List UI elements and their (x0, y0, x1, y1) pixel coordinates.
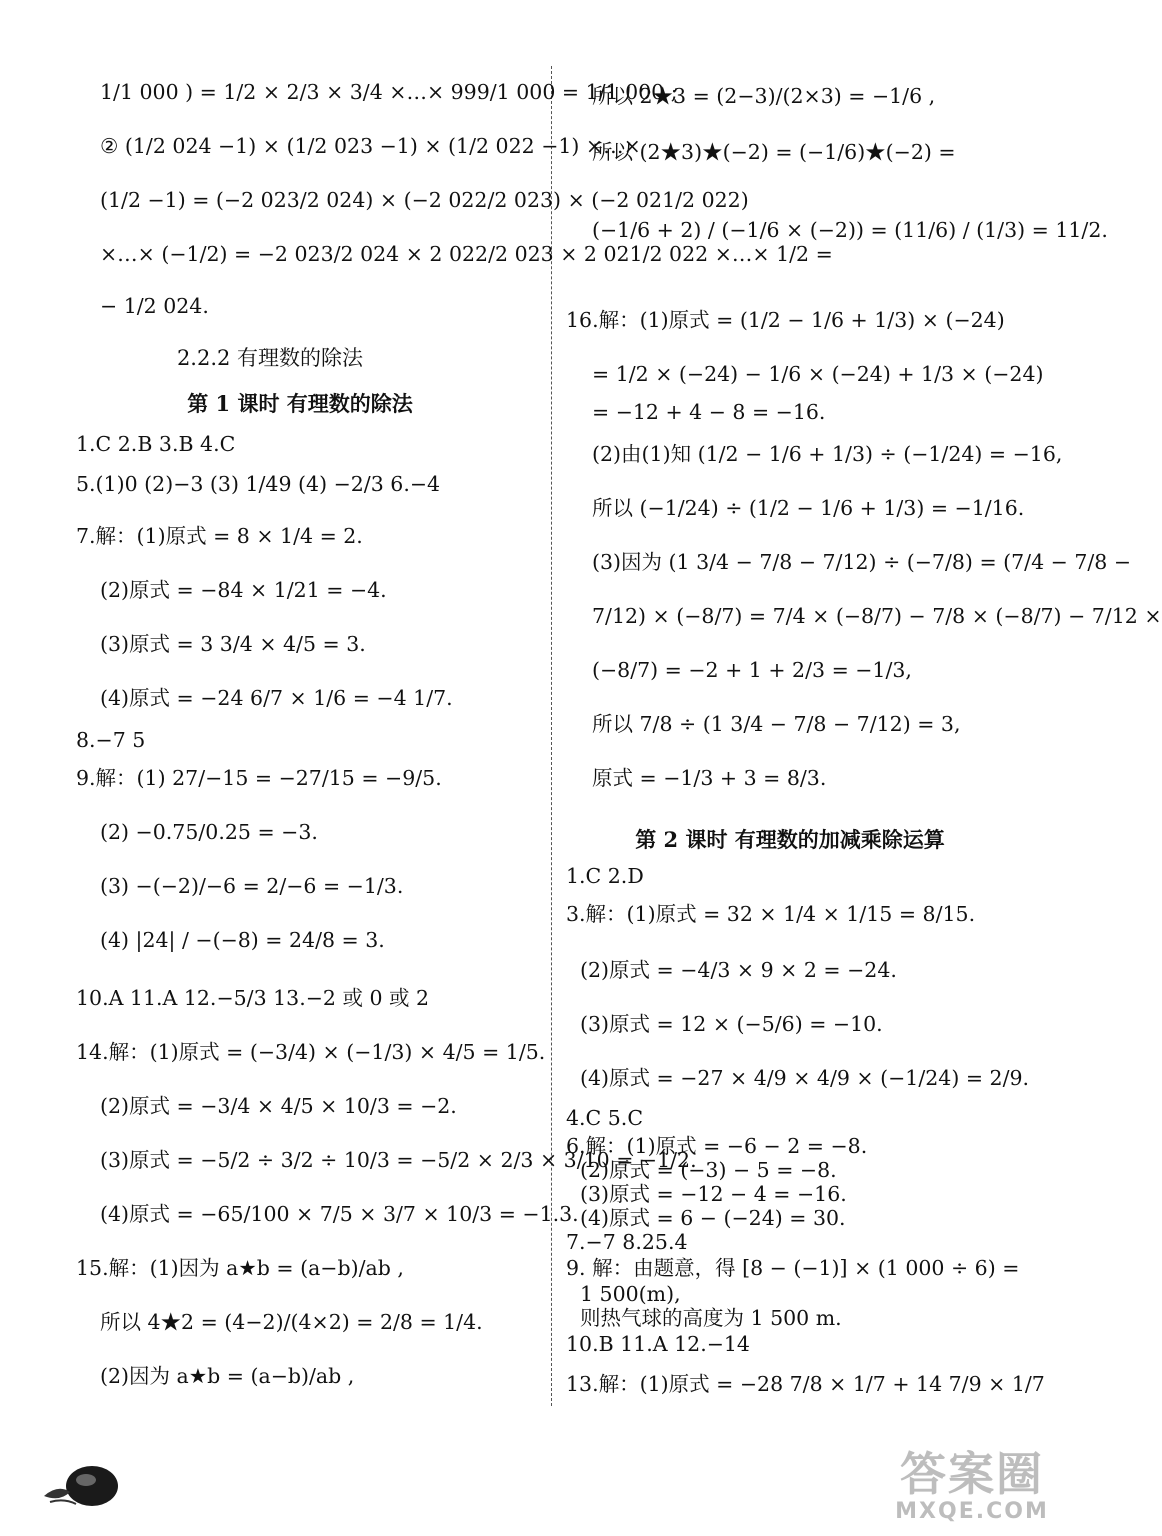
answer-line: (4) |24| / −(−8) = 24/8 = 3. (100, 928, 385, 952)
watermark-text: 答案圈 (900, 1447, 1044, 1501)
answer-line: (4)原式 = −27 × 4/9 × 4/9 × (−1/24) = 2/9. (580, 1066, 1030, 1090)
answer-line: 1/1 000 ) = 1/2 × 2/3 × 3/4 ×…× 999/1 000 = 1/1 000 ; (100, 80, 678, 104)
answer-line: (3)原式 = −5/2 ÷ 3/2 ÷ 10/3 = −5/2 × 2/3 × 3/10 = −1/2. (100, 1148, 697, 1172)
watermark-url: MXQE.COM (895, 1499, 1049, 1524)
answer-line: 14.解：(1)原式 = (−3/4) × (−1/3) × 4/5 = 1/5. (76, 1040, 546, 1064)
answer-line: 7.解：(1)原式 = 8 × 1/4 = 2. (76, 524, 363, 548)
answer-line: (2)由(1)知 (1/2 − 1/6 + 1/3) ÷ (−1/24) = −16, (592, 442, 1063, 466)
watermark (882, 1448, 1062, 1528)
section-heading: 2.2.2 有理数的除法 (176, 346, 364, 370)
answer-line: (3)原式 = 12 × (−5/6) = −10. (580, 1012, 883, 1036)
answer-line: (2) −0.75/0.25 = −3. (100, 820, 318, 844)
answer-line: − 1/2 024. (100, 294, 209, 318)
answer-line: 6.解：(1)原式 = −6 − 2 = −8. (566, 1134, 868, 1158)
answer-line: (4)原式 = 6 − (−24) = 30. (580, 1206, 846, 1230)
answer-line: 4.C 5.C (566, 1106, 644, 1130)
lesson-heading: 第 2 课时 有理数的加减乘除运算 (635, 827, 945, 852)
answer-line: 15.解：(1)因为 a★b = (a−b)/ab , (76, 1256, 404, 1280)
answer-line: (−1/6 + 2) / (−1/6 × (−2)) = (11/6) / (1/3) = 11/2. (592, 218, 1108, 242)
answer-line: 5.(1)0 (2)−3 (3) 1/49 (4) −2/3 6.−4 (76, 472, 441, 496)
answer-line: 3.解：(1)原式 = 32 × 1/4 × 1/15 = 8/15. (566, 902, 976, 926)
answer-line: 16.解：(1)原式 = (1/2 − 1/6 + 1/3) × (−24) (566, 308, 1005, 332)
answer-line: (−8/7) = −2 + 1 + 2/3 = −1/3, (592, 658, 912, 682)
answer-line: (1/2 −1) = (−2 023/2 024) × (−2 022/2 023) × (−2 021/2 022) (100, 188, 749, 212)
answer-line: 8.−7 5 (76, 728, 146, 752)
answer-line: 9. 解：由题意，得 [8 − (−1)] × (1 000 ÷ 6) = (566, 1256, 1020, 1280)
answer-line: 7/12) × (−8/7) = 7/4 × (−8/7) − 7/8 × (−8/7) − 7/12 × (592, 604, 1162, 628)
publisher-logo-icon (40, 1462, 122, 1510)
answer-line: (3) −(−2)/−6 = 2/−6 = −1/3. (100, 874, 404, 898)
answer-line: ×…× (−1/2) = −2 023/2 024 × 2 022/2 023 × 2 021/2 022 ×…× 1/2 = (100, 242, 833, 266)
answer-line: (3)原式 = −12 − 4 = −16. (580, 1182, 847, 1206)
answer-line: 10.A 11.A 12.−5/3 13.−2 或 0 或 2 (76, 986, 430, 1010)
answer-line: 所以 7/8 ÷ (1 3/4 − 7/8 − 7/12) = 3, (592, 712, 961, 736)
answer-line: 原式 = −1/3 + 3 = 8/3. (592, 766, 827, 790)
answer-line: (2)因为 a★b = (a−b)/ab , (100, 1364, 355, 1388)
answer-line: (2)原式 = −3/4 × 4/5 × 10/3 = −2. (100, 1094, 457, 1118)
answer-line: 所以 (2★3)★(−2) = (−1/6)★(−2) = (592, 140, 956, 164)
answer-line: (3)原式 = 3 3/4 × 4/5 = 3. (100, 632, 366, 656)
lesson-heading: 第 1 课时 有理数的除法 (187, 391, 413, 416)
answer-line: 所以 2★3 = (2−3)/(2×3) = −1/6 , (592, 84, 936, 108)
answer-line: 1 500(m), (580, 1282, 681, 1306)
answer-line: (2)原式 = −84 × 1/21 = −4. (100, 578, 387, 602)
answer-line: 所以 4★2 = (4−2)/(4×2) = 2/8 = 1/4. (100, 1310, 483, 1334)
answer-line: (4)原式 = −24 6/7 × 1/6 = −4 1/7. (100, 686, 453, 710)
answer-line: 7.−7 8.25.4 (566, 1230, 688, 1254)
answer-line: ② (1/2 024 −1) × (1/2 023 −1) × (1/2 022 −1) ×…× (100, 134, 641, 158)
answer-line: 9.解：(1) 27/−15 = −27/15 = −9/5. (76, 766, 442, 790)
answer-line: 13.解：(1)原式 = −28 7/8 × 1/7 + 14 7/9 × 1/7 (566, 1372, 1045, 1396)
answer-line: 所以 (−1/24) ÷ (1/2 − 1/6 + 1/3) = −1/16. (592, 496, 1025, 520)
answer-line: 则热气球的高度为 1 500 m. (580, 1306, 842, 1330)
answer-line: (2)原式 = −4/3 × 9 × 2 = −24. (580, 958, 897, 982)
answer-line: = 1/2 × (−24) − 1/6 × (−24) + 1/3 × (−24) (592, 362, 1044, 386)
answer-line: 10.B 11.A 12.−14 (566, 1332, 750, 1356)
answer-line: (3)因为 (1 3/4 − 7/8 − 7/12) ÷ (−7/8) = (7/4 − 7/8 − (592, 550, 1132, 574)
answer-line: (4)原式 = −65/100 × 7/5 × 3/7 × 10/3 = −1.3. (100, 1202, 579, 1226)
answer-line: = −12 + 4 − 8 = −16. (592, 400, 826, 424)
answer-line: 1.C 2.D (566, 864, 644, 888)
answer-line: 1.C 2.B 3.B 4.C (76, 432, 236, 456)
answer-line: (2)原式 = (−3) − 5 = −8. (580, 1158, 837, 1182)
